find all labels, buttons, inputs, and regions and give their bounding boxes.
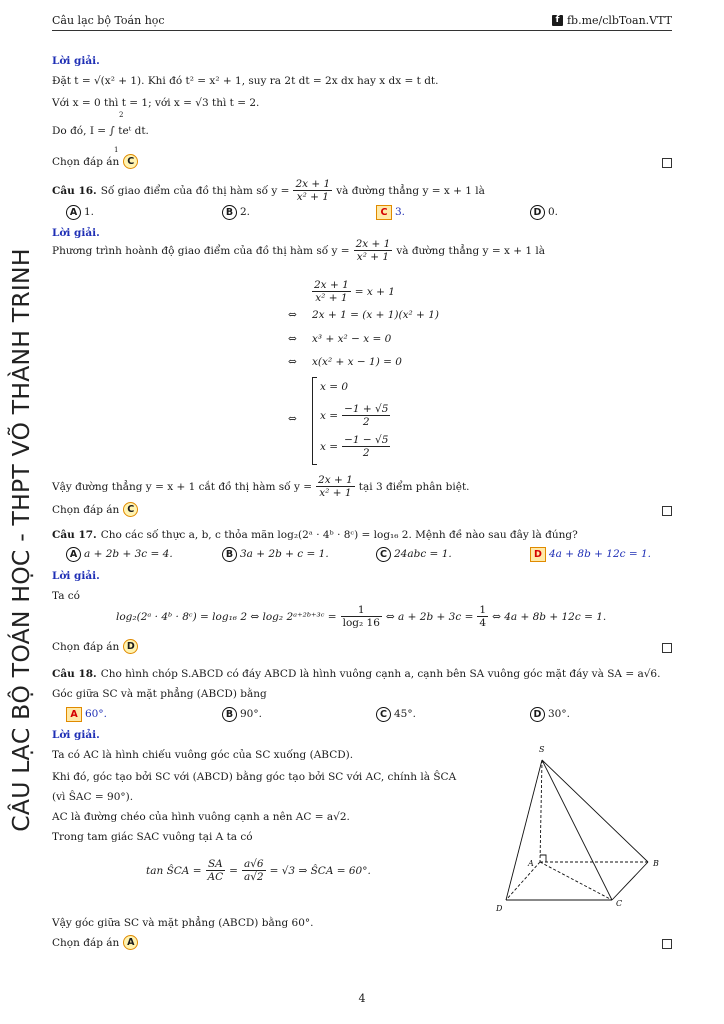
q16-solution-text-a: Phương trình hoành độ giao điểm của đồ thị hàm số y = xyxy=(52,244,350,257)
fraction-denominator: x² + 1 xyxy=(296,191,329,203)
q16-conclusion-fraction xyxy=(316,474,355,499)
q18-solution-line-3: (vì ŜAC = 90°). xyxy=(52,791,134,803)
integral-lower-limit: 1 xyxy=(114,146,119,154)
option-text: a + 2b + 3c = 4. xyxy=(84,548,173,560)
fraction-numerator: 2x + 1 xyxy=(355,238,391,250)
q17-solution-equation xyxy=(116,604,606,629)
prev-solution-line-2: Với x = 0 thì t = 1; với x = √3 thì t = 2. xyxy=(52,97,260,109)
choose-label: Chọn đáp án xyxy=(52,640,120,653)
choose-label: Chọn đáp án xyxy=(52,503,120,516)
q18-conclusion: Vậy góc giữa SC và mặt phẳng (ABCD) bằng 60°. xyxy=(52,917,314,929)
equation-fraction-2 xyxy=(477,604,488,629)
option-text: 24abc = 1. xyxy=(394,548,452,560)
q16-option-d[interactable] xyxy=(530,204,558,220)
right-angle-mark xyxy=(540,855,546,862)
fraction-numerator: 1 xyxy=(341,604,382,617)
fraction-numerator: 2x + 1 xyxy=(318,474,353,486)
option-text: 0. xyxy=(548,206,559,218)
root-2-fraction xyxy=(342,403,390,428)
option-key: A xyxy=(66,205,81,220)
tan-equals: = xyxy=(229,864,238,877)
q18-option-c[interactable] xyxy=(376,706,416,722)
q18-answer-badge: A xyxy=(123,935,138,950)
q18-option-d[interactable] xyxy=(530,706,570,722)
option-key: B xyxy=(222,707,237,722)
tan-rhs: = √3 ⇒ ŜCA = 60°. xyxy=(269,864,371,877)
option-text: 45°. xyxy=(394,708,416,720)
fraction-numerator: a√6 xyxy=(243,858,264,870)
q16-solution-text-b: và đường thẳng y = x + 1 là xyxy=(396,244,545,257)
integral-expression: I = ∫ teᵗ dt. xyxy=(89,125,149,137)
header-facebook-link[interactable] xyxy=(552,14,672,27)
fraction-numerator: −1 − √5 xyxy=(344,434,389,446)
tan-lhs: tan ŜCA = xyxy=(146,864,202,877)
q16-answer-line xyxy=(52,502,138,517)
side-banner xyxy=(4,230,38,850)
fraction-denominator: x² + 1 xyxy=(319,487,352,499)
q16-conclusion-b: tại 3 điểm phân biệt. xyxy=(358,480,470,493)
fraction-numerator: 2x + 1 xyxy=(314,279,349,291)
checkbox[interactable] xyxy=(662,939,672,949)
q17-option-a[interactable] xyxy=(66,546,173,562)
prev-solution-integral xyxy=(52,124,149,138)
choose-label: Chọn đáp án xyxy=(52,936,120,949)
solution-heading: Lời giải. xyxy=(52,55,100,67)
checkbox[interactable] xyxy=(662,158,672,168)
q18-solution-line-5: Trong tam giác SAC vuông tại A ta có xyxy=(52,831,253,843)
solution-heading: Lời giải. xyxy=(52,729,100,741)
option-text: 3. xyxy=(395,206,406,218)
fraction-denominator: 4 xyxy=(479,617,487,629)
equiv-symbol: ⇔ xyxy=(288,413,297,425)
q17-option-d[interactable] xyxy=(530,546,651,562)
page-number: 4 xyxy=(358,992,366,1005)
fraction-denominator: 2 xyxy=(362,447,370,459)
edge-sb xyxy=(542,760,648,862)
header-facebook-url: fb.me/clbToan.VTT xyxy=(566,14,672,27)
q17-option-c[interactable] xyxy=(376,546,452,562)
q16-option-a[interactable] xyxy=(66,204,94,220)
question-16 xyxy=(52,178,485,203)
q18-option-a[interactable] xyxy=(66,706,107,722)
integral-upper-limit: 2 xyxy=(119,111,124,119)
question-16-fraction xyxy=(293,178,332,203)
option-text: 3a + 2b + c = 1. xyxy=(240,548,329,560)
fraction-numerator: −1 + √5 xyxy=(344,403,389,415)
vertex-label-a: A xyxy=(528,859,534,868)
fraction-numerator: 2x + 1 xyxy=(295,178,331,190)
option-text: 2. xyxy=(240,206,251,218)
checkbox[interactable] xyxy=(662,643,672,653)
q18-solution-line-1: Ta có AC là hình chiếu vuông góc của SC xuống (ABCD). xyxy=(52,749,354,761)
side-banner-text: CÂU LẠC BỘ TOÁN HỌC - THPT VÕ THÀNH TRINH xyxy=(7,248,35,832)
q16-solution-line xyxy=(52,238,545,263)
q18-tan-equation xyxy=(146,858,371,883)
solution-heading: Lời giải. xyxy=(52,570,100,582)
edge-sc xyxy=(542,760,612,900)
q17-answer-line xyxy=(52,639,138,654)
question-18-number: Câu 18. xyxy=(52,668,97,680)
fraction-denominator: x² + 1 xyxy=(315,292,348,304)
q16-step-2: 2x + 1 = (x + 1)(x² + 1) xyxy=(312,309,439,321)
question-16-text-b: và đường thẳng y = x + 1 là xyxy=(336,184,485,197)
question-17 xyxy=(52,528,578,542)
header-divider xyxy=(52,30,672,31)
equation-fraction-1 xyxy=(341,604,382,629)
q16-step-3: x³ + x² − x = 0 xyxy=(312,333,392,345)
question-17-number: Câu 17. xyxy=(52,529,97,541)
system-bracket xyxy=(312,377,317,465)
vertex-label-s: S xyxy=(539,745,545,754)
question-16-text-a: Số giao điểm của đồ thị hàm số y = xyxy=(100,184,290,197)
root-3-fraction xyxy=(342,434,390,459)
option-key: C xyxy=(376,205,392,220)
vertex-label-d: D xyxy=(496,904,503,913)
option-text: 30°. xyxy=(548,708,570,720)
q16-conclusion-a: Vậy đường thẳng y = x + 1 cắt đồ thị hàm số y = xyxy=(52,480,313,493)
fraction-denominator: AC xyxy=(207,871,224,883)
q16-option-c[interactable] xyxy=(376,204,405,220)
choose-label: Chọn đáp án xyxy=(52,155,120,168)
question-17-text: Cho các số thực a, b, c thỏa mãn log₂(2ᵃ · 4ᵇ · 8ᶜ) = log₁₆ 2. Mệnh đề nào sau đây là đúng? xyxy=(100,529,578,541)
question-18-text-1: Cho hình chóp S.ABCD có đáy ABCD là hình vuông cạnh a, cạnh bên SA vuông góc mặt đáy và SA = a√6. xyxy=(100,668,661,680)
checkbox[interactable] xyxy=(662,506,672,516)
q18-solution-line-2: Khi đó, góc tạo bởi SC với (ABCD) bằng góc tạo bởi SC với AC, chính là ŜCA xyxy=(52,771,457,783)
header-club-name: Câu lạc bộ Toán học xyxy=(52,14,165,27)
prev-answer-badge: C xyxy=(123,154,138,169)
fraction-numerator: 1 xyxy=(479,604,487,616)
question-18-text-2: Góc giữa SC và mặt phẳng (ABCD) bằng xyxy=(52,688,267,700)
option-text: 60°. xyxy=(85,708,107,720)
option-key: A xyxy=(66,707,82,722)
fraction-denominator: log₂ 16 xyxy=(342,617,380,629)
q16-system-root-3 xyxy=(320,434,390,459)
edge-sd xyxy=(506,760,542,900)
q16-option-b[interactable] xyxy=(222,204,250,220)
equiv-symbol: ⇔ xyxy=(288,309,297,321)
fraction-denominator: x² + 1 xyxy=(356,251,390,263)
equation-part-a: log₂(2ᵃ · 4ᵇ · 8ᶜ) = log₁₆ 2 ⇔ log₂ 2ᵃ⁺²ᵇ⁺³ᶜ = xyxy=(116,610,337,623)
q16-system-root-1: x = 0 xyxy=(320,381,349,393)
option-key: D xyxy=(530,205,545,220)
fraction-denominator: a√2 xyxy=(243,871,264,883)
option-key: A xyxy=(66,547,81,562)
facebook-icon: f xyxy=(552,15,563,26)
diagonal-ac xyxy=(540,862,612,900)
equation-part-c: ⇔ 4a + 8b + 12c = 1. xyxy=(492,610,607,623)
option-text: 90°. xyxy=(240,708,262,720)
prev-answer-line xyxy=(52,154,138,169)
equiv-symbol: ⇔ xyxy=(288,333,297,345)
solution-heading: Lời giải. xyxy=(52,227,100,239)
option-text: 4a + 8b + 12c = 1. xyxy=(549,548,652,560)
q17-answer-badge: D xyxy=(123,639,138,654)
step-1-fraction xyxy=(312,279,351,304)
q16-system-root-2 xyxy=(320,403,390,428)
option-text: 1. xyxy=(84,206,95,218)
option-key: B xyxy=(222,547,237,562)
q16-step-4: x(x² + x − 1) = 0 xyxy=(312,356,402,368)
edge-sa xyxy=(540,760,542,862)
equation-part-b: ⇔ a + 2b + 3c = xyxy=(385,610,474,623)
tan-fraction-1 xyxy=(206,858,226,883)
option-key: C xyxy=(376,547,391,562)
vertex-label-c: C xyxy=(616,899,623,908)
root-lhs: x = xyxy=(320,440,339,453)
step-1-tail: = x + 1 xyxy=(354,285,395,298)
q17-option-b[interactable] xyxy=(222,546,329,562)
q16-conclusion xyxy=(52,474,470,499)
q16-answer-badge: C xyxy=(123,502,138,517)
q17-solution-intro: Ta có xyxy=(52,590,80,602)
q18-answer-line xyxy=(52,935,138,950)
fraction-denominator: 2 xyxy=(362,416,370,428)
therefore-label: Do đó, xyxy=(52,125,87,137)
question-18 xyxy=(52,667,660,681)
question-16-number: Câu 16. xyxy=(52,184,97,197)
edge-cb xyxy=(612,862,648,900)
prev-solution-line-1: Đặt t = √(x² + 1). Khi đó t² = x² + 1, suy ra 2t dt = 2x dx hay x dx = t dt. xyxy=(52,75,439,87)
q16-solution-fraction xyxy=(354,238,393,263)
option-key: D xyxy=(530,547,546,562)
option-key: D xyxy=(530,707,545,722)
pyramid-figure xyxy=(490,740,670,920)
fraction-numerator: SA xyxy=(206,858,226,871)
equiv-symbol: ⇔ xyxy=(288,356,297,368)
vertex-label-b: B xyxy=(653,859,659,868)
root-lhs: x = xyxy=(320,409,339,422)
q18-solution-line-4: AC là đường chéo của hình vuông cạnh a nên AC = a√2. xyxy=(52,811,350,823)
q16-step-1 xyxy=(312,279,395,304)
option-key: C xyxy=(376,707,391,722)
option-key: B xyxy=(222,205,237,220)
tan-fraction-2 xyxy=(242,858,266,883)
q18-option-b[interactable] xyxy=(222,706,262,722)
